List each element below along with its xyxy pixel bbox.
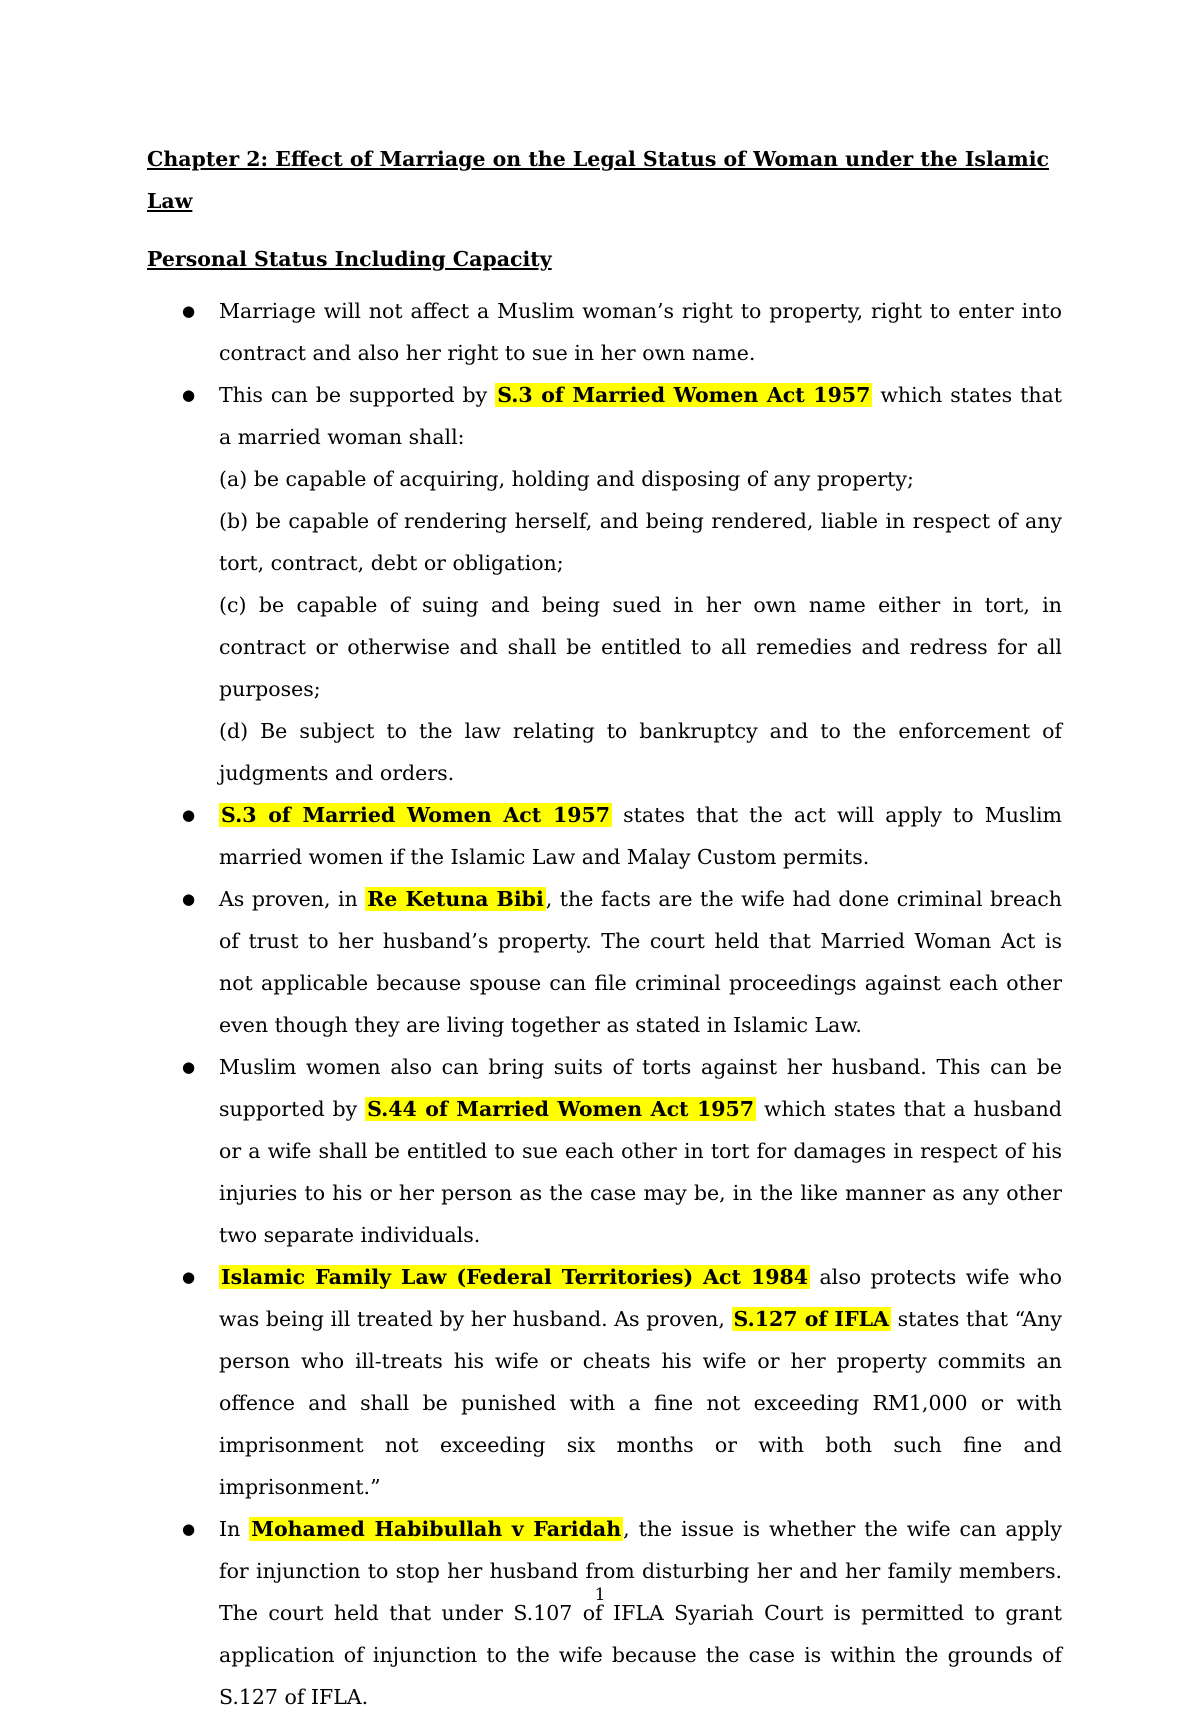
bullet-icon: ●: [182, 1520, 196, 1538]
bullet-icon: ●: [182, 1058, 196, 1076]
bullet-text: Marriage will not affect a Muslim woman’s right to property, right to enter into contract and also her right to sue in her own name.: [219, 299, 1062, 365]
bullet-text: This can be supported by: [219, 383, 496, 407]
bullet-icon: ●: [182, 890, 196, 908]
highlighted-citation: S.3 of Married Women Act 1957: [221, 803, 611, 827]
bullet-item: [147, 794, 1062, 878]
bullet-item: [147, 878, 1062, 1046]
highlighted-citation: Islamic Family Law (Federal Territories) Act 1984: [221, 1265, 809, 1289]
bullet-text: Muslim women also can bring suits of torts against her husband. This can be supported by: [219, 1055, 1062, 1121]
bullet-item: [147, 1508, 1062, 1718]
highlighted-citation: Mohamed Habibullah v Faridah: [251, 1517, 622, 1541]
document-body: [147, 138, 1062, 1718]
bullet-list: [147, 290, 1062, 1718]
bullet-item: [147, 290, 1062, 374]
bullet-text: , the facts are the wife had done criminal breach of trust to her husband’s property. The court held that Married Woman Act is not applicable because spouse can file criminal proceedings against each other even though they are living together as stated in Islamic Law.: [219, 887, 1062, 1037]
page-number: 1: [594, 1585, 606, 1605]
bullet-text: As proven, in: [219, 887, 366, 911]
bullet-item: [147, 374, 1062, 794]
highlighted-citation: S.127 of IFLA: [733, 1307, 889, 1331]
bullet-icon: ●: [182, 806, 196, 824]
bullet-text: also protects wife who was being ill treated by her husband. As proven,: [219, 1265, 1062, 1331]
bullet-icon: ●: [182, 1268, 196, 1286]
section-subheading: Personal Status Including Capacity: [147, 247, 552, 271]
sub-clause: (c) be capable of suing and being sued in her own name either in tort, in contract or otherwise and shall be entitled to all remedies and redress for all purposes;: [219, 593, 1062, 701]
highlighted-citation: S.44 of Married Women Act 1957: [367, 1097, 755, 1121]
bullet-text: In: [219, 1517, 250, 1541]
bullet-text: which states that a husband or a wife shall be entitled to sue each other in tort for damages in respect of his injuries to his or her person as the case may be, in the like manner as any other two separate individuals.: [219, 1097, 1063, 1247]
bullet-text: states that “Any person who ill-treats his wife or cheats his wife or her property commits an offence and shall be punished with a fine not exceeding RM1,000 or with imprisonment not exceeding six months or with both such fine and imprisonment.”: [219, 1307, 1063, 1499]
sub-clause: (a) be capable of acquiring, holding and disposing of any property;: [219, 467, 914, 491]
bullet-text: states that the act will apply to Muslim married women if the Islamic Law and Malay Custom permits.: [219, 803, 1062, 869]
bullet-item: [147, 1256, 1062, 1508]
chapter-heading: Chapter 2: Effect of Marriage on the Legal Status of Woman under the Islamic Law: [147, 147, 1050, 213]
bullet-item: [147, 1046, 1062, 1256]
bullet-text: which states that a married woman shall:: [219, 383, 1063, 449]
bullet-icon: ●: [182, 302, 196, 320]
bullet-text: , the issue is whether the wife can apply for injunction to stop her husband from disturbing her and her family members. The court held that under S.107 of IFLA Syariah Court is permitted to grant application of injunction to the wife because the case is within the grounds of S.127 of IFLA.: [219, 1517, 1063, 1709]
sub-clause: (b) be capable of rendering herself, and being rendered, liable in respect of any tort, contract, debt or obligation;: [219, 509, 1062, 575]
sub-clause: (d) Be subject to the law relating to bankruptcy and to the enforcement of judgments and orders.: [219, 719, 1062, 785]
bullet-icon: ●: [182, 386, 196, 404]
highlighted-citation: Re Ketuna Bibi: [367, 887, 544, 911]
highlighted-citation: S.3 of Married Women Act 1957: [497, 383, 871, 407]
